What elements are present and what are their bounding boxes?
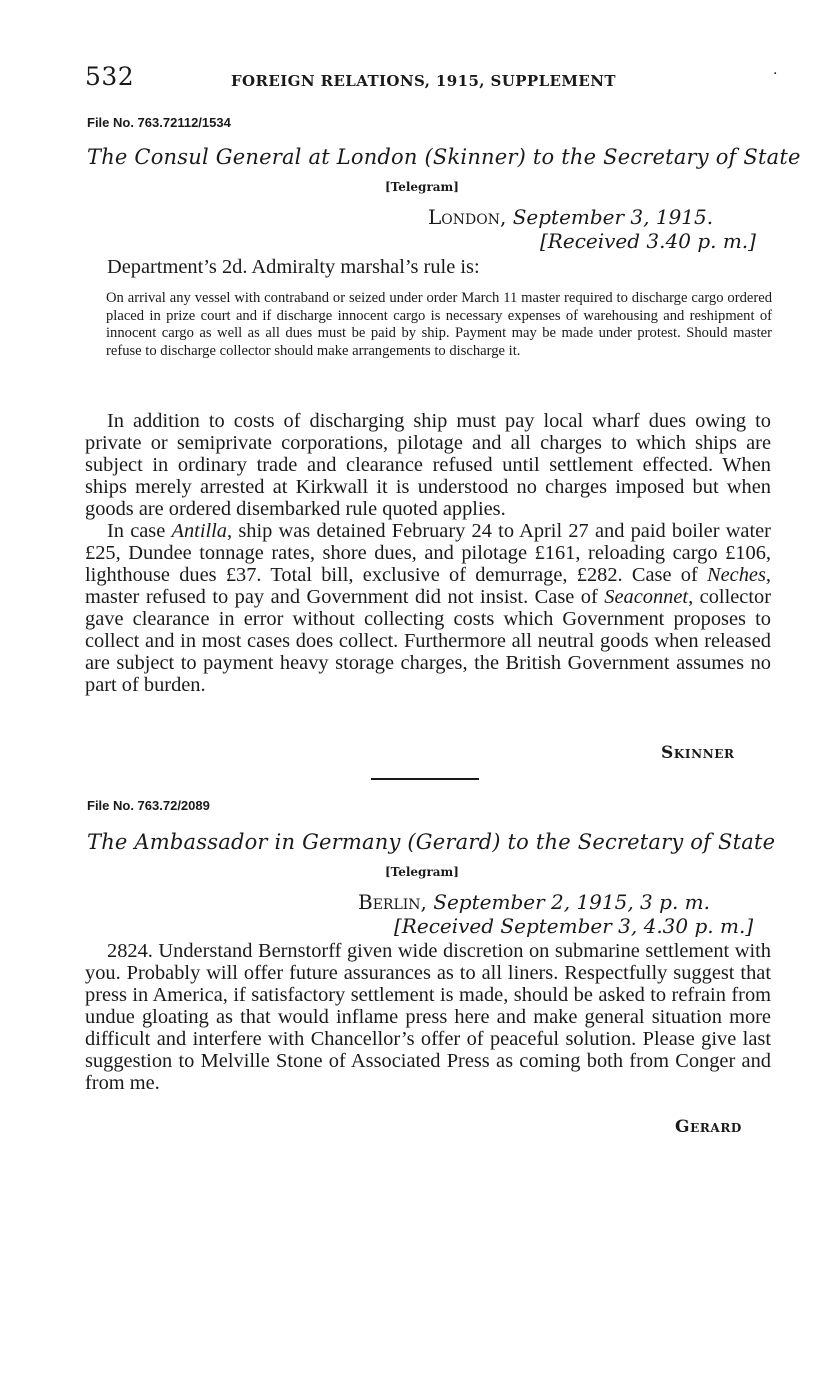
dateline-date-1: September 3, 1915. bbox=[512, 205, 714, 229]
body-text-2 bbox=[85, 940, 771, 1094]
received-text-2: [Received September 3, 4.30 p. m.] bbox=[394, 914, 754, 938]
stray-mark: · bbox=[773, 66, 778, 82]
received-line-2 bbox=[394, 914, 753, 938]
dateline-place-1: London bbox=[428, 205, 500, 229]
telegram-label-2: [Telegram] bbox=[385, 865, 459, 879]
signature-gerard: Gerard bbox=[675, 1117, 742, 1137]
running-head: FOREIGN RELATIONS, 1915, SUPPLEMENT bbox=[231, 72, 616, 90]
para2-text-b: , ship was detained February 24 to April 27 and paid boiler water £25, Dundee tonnage rates, shore dues, and pilotage £161, reloading cargo £106, lighthouse dues £37. Total bill, exclusive of demurrage, £282. Case of bbox=[85, 520, 771, 586]
para2-text-c: , master refused to pay and Government did not insist. Case of bbox=[85, 564, 771, 608]
received-line-1 bbox=[540, 229, 756, 253]
body-text-1 bbox=[85, 410, 771, 696]
para2-text-a: In case bbox=[107, 520, 172, 542]
para2-text-d: , collector gave clearance in error without collecting costs which Government proposes to collect and in most cases does collect. Furthermore all neutral goods when released are subject to payment heavy storage charges, the British Government assumes no part of burden. bbox=[85, 586, 771, 696]
paragraph-2 bbox=[85, 520, 771, 696]
dateline-2: Berlin, September 2, 1915, 3 p. m. bbox=[358, 890, 710, 914]
dateline-date-2: September 2, 1915, 3 p. m. bbox=[433, 890, 710, 914]
ship-name-antilla: Antilla bbox=[171, 520, 228, 542]
file-number-1: File No. 763.72112/1534 bbox=[87, 115, 231, 130]
section-divider bbox=[371, 778, 479, 780]
quoted-rule: On arrival any vessel with contraband or seized under order March 11 master required to discharge cargo ordered placed in prize court and if discharge innocent cargo is necessary expenses of warehousing and reshipment of innocent cargo as well as all dues must be paid by ship. Payment may be made under protest. Should master refuse to discharge collector should make arrangements to discharge it. bbox=[106, 290, 772, 359]
dateline-1: London, September 3, 1915. bbox=[428, 205, 714, 229]
paragraph-1: In addition to costs of discharging ship must pay local wharf dues owing to private or semiprivate corporations, pilotage and all charges to which ships are subject in ordinary trade and clearance refused until settlement effected. When ships merely arrested at Kirkwall it is understood no charges imposed but when goods are ordered disembarked rule quoted applies. bbox=[85, 410, 771, 520]
file-number-2: File No. 763.72/2089 bbox=[87, 798, 210, 813]
ship-name-seaconnet: Seaconnet bbox=[604, 586, 689, 608]
signature-skinner: Skinner bbox=[661, 743, 735, 763]
telegram-label-1: [Telegram] bbox=[385, 180, 459, 194]
paragraph-3: 2824. Understand Bernstorff given wide discretion on submarine settlement with you. Probably will offer future assurances as to all liners. Respectfully suggest that press in America, if satisfactory settlement is made, should be asked to refrain from undue gloating as that would inflame press here and make general situation more difficult and interfere with Chancellor’s offer of peaceful solution. Please give last suggestion to Melville Stone of Associated Press as coming both from Conger and from me. bbox=[85, 940, 771, 1094]
intro-line-1: Department’s 2d. Admiralty marshal’s rule is: bbox=[107, 256, 480, 278]
page-number: 532 bbox=[85, 62, 135, 91]
ship-name-neches: Neches bbox=[707, 564, 766, 586]
document-title-1: The Consul General at London (Skinner) to the Secretary of State bbox=[87, 145, 801, 169]
received-text-1: [Received 3.40 p. m.] bbox=[540, 229, 756, 253]
document-title-2: The Ambassador in Germany (Gerard) to the Secretary of State bbox=[87, 830, 776, 854]
dateline-place-2: Berlin bbox=[358, 890, 421, 914]
